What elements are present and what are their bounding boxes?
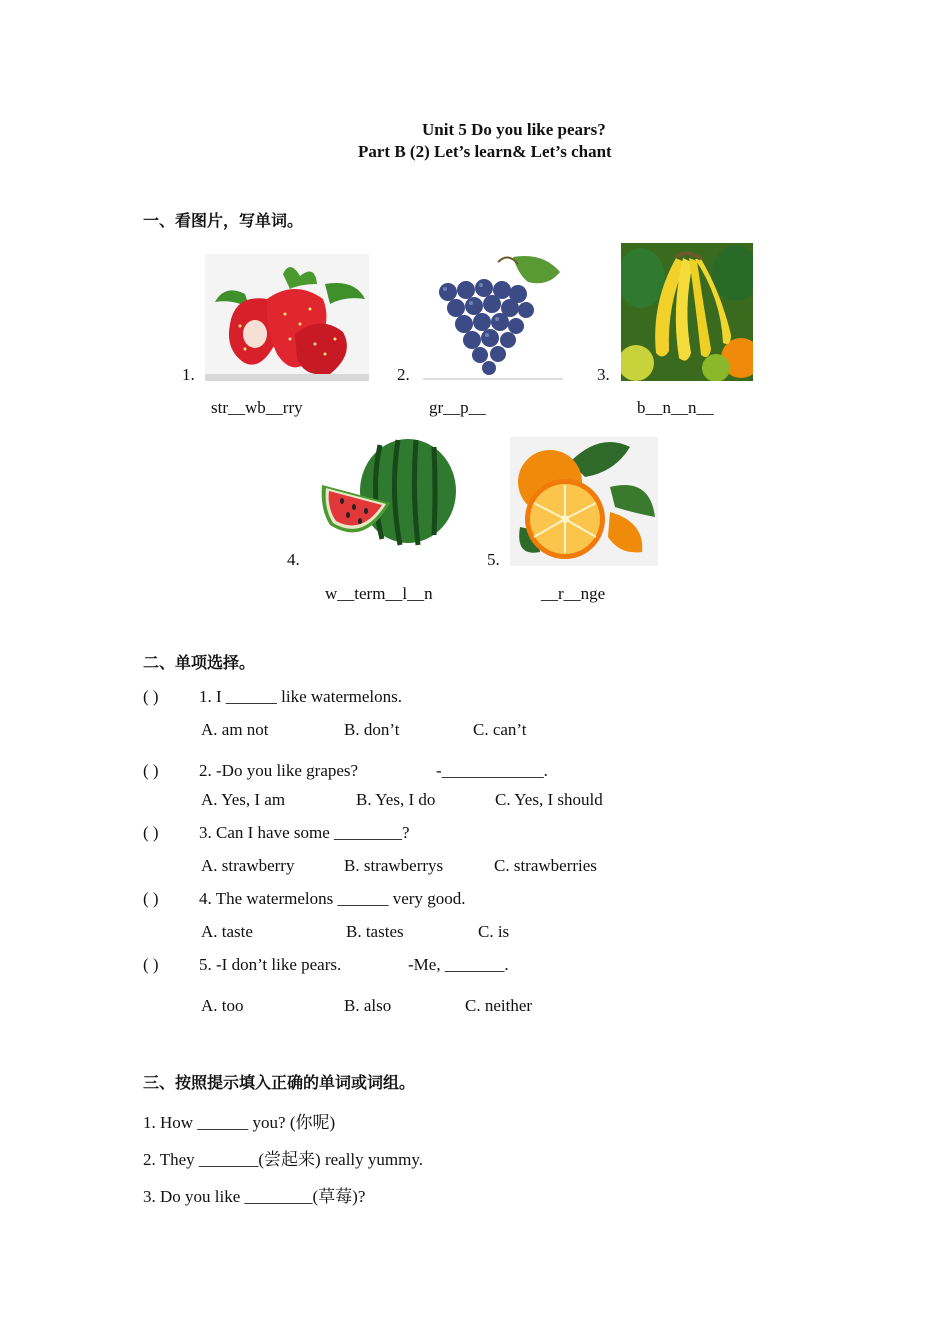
q3-option-b: B. strawberrys [344, 856, 444, 875]
item-number-4: 4. [287, 550, 300, 569]
section-3-heading: 三、按照提示填入正确的单词或词组。 [143, 1073, 416, 1092]
fill-item-1: 1. How ______ you? (你呢) [143, 1113, 336, 1132]
fill-item-3: 3. Do you like ________(草莓)? [143, 1187, 366, 1206]
q1-option-c: C. can’t [473, 720, 527, 739]
answer-paren-4: ( ) [143, 889, 159, 908]
word-blank-1: str__wb__rry [211, 398, 303, 417]
watermelon-image [320, 435, 458, 552]
question-4: 4. The watermelons ______ very good. [199, 889, 466, 908]
answer-paren-1: ( ) [143, 687, 159, 706]
q5-option-a: A. too [201, 996, 244, 1015]
question-2-reply: -____________. [436, 761, 548, 780]
orange-image [510, 437, 658, 566]
question-3: 3. Can I have some ________? [199, 823, 410, 842]
q5-option-b: B. also [344, 996, 392, 1015]
fill-item-2: 2. They _______(尝起来) really yummy. [143, 1150, 423, 1169]
q3-option-c: C. strawberries [494, 856, 597, 875]
title-line-2: Part B (2) Let’s learn& Let’s chant [358, 142, 612, 161]
question-5-reply: -Me, _______. [408, 955, 509, 974]
word-blank-5: __r__nge [541, 584, 606, 603]
grapes-image [418, 252, 568, 382]
q2-option-c: C. Yes, I should [495, 790, 603, 809]
answer-paren-3: ( ) [143, 823, 159, 842]
q3-option-a: A. strawberry [201, 856, 295, 875]
q1-option-a: A. am not [201, 720, 269, 739]
answer-paren-5: ( ) [143, 955, 159, 974]
word-blank-3: b__n__n__ [637, 398, 714, 417]
q4-option-a: A. taste [201, 922, 253, 941]
item-number-2: 2. [397, 365, 410, 384]
section-1-heading: 一、看图片，写单词。 [143, 211, 304, 230]
item-number-5: 5. [487, 550, 500, 569]
q5-option-c: C. neither [465, 996, 533, 1015]
word-blank-4: w__term__l__n [325, 584, 433, 603]
q4-option-c: C. is [478, 922, 510, 941]
q2-option-a: A. Yes, I am [201, 790, 286, 809]
q4-option-b: B. tastes [346, 922, 404, 941]
q1-option-b: B. don’t [344, 720, 400, 739]
question-5: 5. -I don’t like pears. [199, 955, 342, 974]
title-line-1: Unit 5 Do you like pears? [422, 120, 606, 139]
item-number-3: 3. [597, 365, 610, 384]
q2-option-b: B. Yes, I do [356, 790, 436, 809]
section-2-heading: 二、单项选择。 [143, 653, 256, 672]
question-2: 2. -Do you like grapes? [199, 761, 359, 780]
question-1: 1. I ______ like watermelons. [199, 687, 403, 706]
strawberry-image [205, 254, 369, 381]
answer-paren-2: ( ) [143, 761, 159, 780]
word-blank-2: gr__p__ [429, 398, 486, 417]
bananas-image [621, 243, 753, 381]
item-number-1: 1. [182, 365, 195, 384]
